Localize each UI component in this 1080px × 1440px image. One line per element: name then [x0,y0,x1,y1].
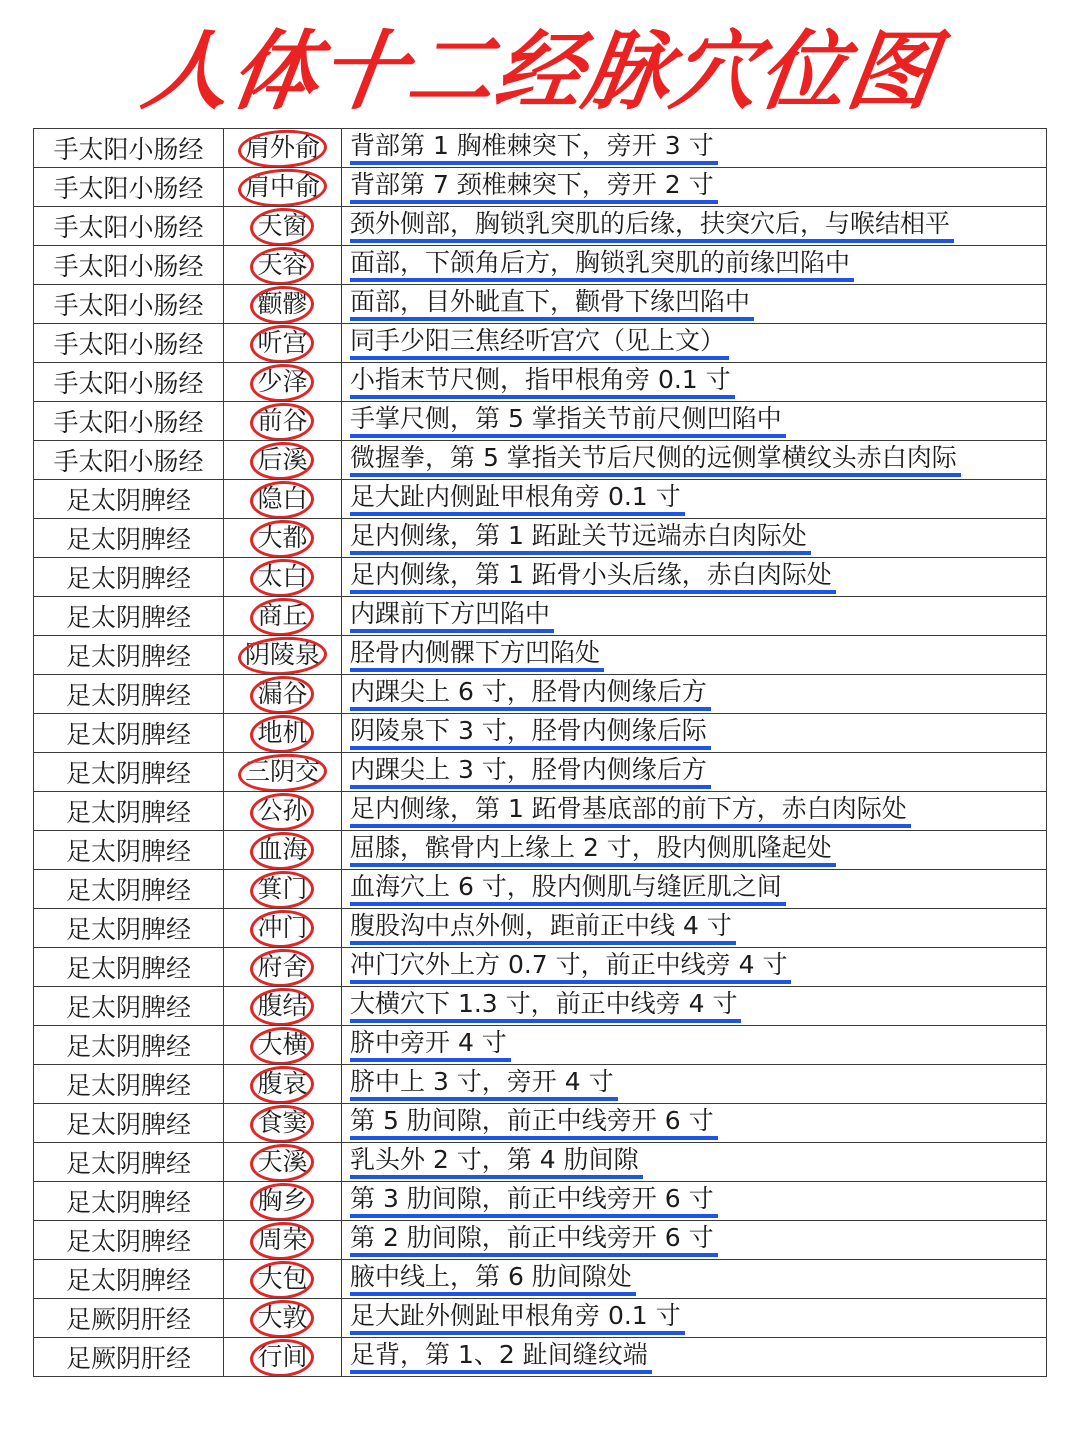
acupoint-cell [224,753,342,792]
location-text: 足内侧缘，第 1 跖骨基底部的前下方，赤白肉际处 [350,794,911,828]
location-cell [342,597,1047,636]
acupoint-cell [224,558,342,597]
table-row [34,129,1047,168]
acupoint-name: 后溪 [257,445,308,474]
location-cell [342,324,1047,363]
meridian-cell [34,324,224,363]
acupoint-name: 府舍 [257,952,308,981]
meridian-name: 足太阴脾经 [65,642,191,671]
acupoint-cell [224,1182,342,1221]
meridian-cell [34,168,224,207]
acupoint-name: 箕门 [257,874,308,903]
meridian-cell [34,129,224,168]
acupoint-cell [224,1221,342,1260]
location-text: 面部，目外眦直下，颧骨下缘凹陷中 [350,287,754,321]
meridian-name: 足太阴脾经 [65,1071,191,1100]
acupoint-cell [224,675,342,714]
location-text: 脐中上 3 寸，旁开 4 寸 [350,1067,618,1101]
acupoint-cell [224,168,342,207]
acupoint-cell [224,987,342,1026]
acupoint-name: 公孙 [257,796,308,825]
location-cell [342,792,1047,831]
acupoint-name: 血海 [257,835,308,864]
table-row [34,402,1047,441]
table-row [34,1221,1047,1260]
location-text: 大横穴下 1.3 寸，前正中线旁 4 寸 [350,989,741,1023]
location-cell [342,519,1047,558]
acupoint-cell [224,1260,342,1299]
meridian-name: 手太阳小肠经 [53,135,204,164]
acupoint-cell [224,285,342,324]
meridian-name: 足太阴脾经 [65,876,191,905]
acupoint-cell [224,480,342,519]
location-text: 足内侧缘，第 1 跖趾关节远端赤白肉际处 [350,521,811,555]
acupoint-name: 少泽 [257,367,308,396]
acupoint-name: 太白 [257,562,308,591]
location-cell [342,909,1047,948]
meridian-name: 足太阴脾经 [65,1227,191,1256]
table-row [34,987,1047,1026]
location-cell [342,1338,1047,1377]
meridian-name: 足厥阴肝经 [65,1305,191,1334]
acupoint-cell [224,363,342,402]
acupoint-name: 周荣 [257,1225,308,1254]
meridian-name: 手太阳小肠经 [53,291,204,320]
table-row [34,636,1047,675]
meridian-cell [34,1065,224,1104]
meridian-cell [34,285,224,324]
meridian-name: 手太阳小肠经 [53,447,204,476]
acupoint-cell [224,246,342,285]
location-text: 第 5 肋间隙，前正中线旁开 6 寸 [350,1106,718,1140]
acupoint-name: 三阴交 [244,757,320,786]
location-text: 第 3 肋间隙，前正中线旁开 6 寸 [350,1184,718,1218]
meridian-cell [34,831,224,870]
meridian-name: 手太阳小肠经 [53,213,204,242]
location-cell [342,402,1047,441]
table-row [34,675,1047,714]
acupoint-cell [224,1338,342,1377]
meridian-name: 足太阴脾经 [65,954,191,983]
table-row [34,1143,1047,1182]
location-text: 内踝尖上 6 寸，胫骨内侧缘后方 [350,677,711,711]
acupoint-cell [224,519,342,558]
meridian-cell [34,675,224,714]
meridian-name: 足太阴脾经 [65,1149,191,1178]
meridian-name: 足太阴脾经 [65,915,191,944]
meridian-cell [34,987,224,1026]
meridian-name: 手太阳小肠经 [53,252,204,281]
location-cell [342,480,1047,519]
location-text: 足背，第 1、2 趾间缝纹端 [350,1340,652,1374]
table-row [34,1065,1047,1104]
meridian-cell [34,558,224,597]
location-cell [342,1065,1047,1104]
location-text: 足大趾内侧趾甲根角旁 0.1 寸 [350,482,685,516]
meridian-cell [34,1299,224,1338]
table-row [34,519,1047,558]
meridian-cell [34,402,224,441]
location-text: 微握拳，第 5 掌指关节后尺侧的远侧掌横纹头赤白肉际 [350,443,961,477]
table-row [34,168,1047,207]
location-text: 冲门穴外上方 0.7 寸，前正中线旁 4 寸 [350,950,791,984]
meridian-name: 足太阴脾经 [65,1032,191,1061]
acupoint-name: 漏谷 [257,679,308,708]
acupoint-cell [224,1299,342,1338]
meridian-cell [34,792,224,831]
table-row [34,792,1047,831]
table-row [34,441,1047,480]
acupoint-name: 前谷 [257,406,308,435]
location-text: 手掌尺侧，第 5 掌指关节前尺侧凹陷中 [350,404,786,438]
location-text: 足内侧缘，第 1 跖骨小头后缘，赤白肉际处 [350,560,836,594]
location-text: 小指末节尺侧，指甲根角旁 0.1 寸 [350,365,735,399]
meridian-cell [34,363,224,402]
acupoint-name: 阴陵泉 [244,640,320,669]
acupoint-name: 颧髎 [257,289,308,318]
location-cell [342,948,1047,987]
meridian-name: 足太阴脾经 [65,1266,191,1295]
location-cell [342,168,1047,207]
meridian-cell [34,1260,224,1299]
location-cell [342,1299,1047,1338]
location-cell [342,246,1047,285]
meridian-cell [34,909,224,948]
table-row [34,246,1047,285]
meridian-cell [34,1182,224,1221]
location-text: 屈膝，髌骨内上缘上 2 寸，股内侧肌隆起处 [350,833,836,867]
acupoint-cell [224,870,342,909]
meridian-cell [34,519,224,558]
table-row [34,597,1047,636]
table-row [34,831,1047,870]
table-row [34,948,1047,987]
acupoint-cell [224,792,342,831]
acupoint-name: 大敦 [257,1303,308,1332]
acupoint-table-body [34,129,1047,1377]
location-text: 内踝前下方凹陷中 [350,599,554,633]
location-cell [342,714,1047,753]
meridian-cell [34,714,224,753]
location-cell [342,870,1047,909]
location-cell [342,129,1047,168]
meridian-cell [34,1338,224,1377]
page-title: 人体十二经脉穴位图 [136,22,944,122]
acupoint-name: 听宫 [257,328,308,357]
meridian-cell [34,480,224,519]
acupoint-name: 大都 [257,523,308,552]
location-cell [342,1143,1047,1182]
location-text: 内踝尖上 3 寸，胫骨内侧缘后方 [350,755,711,789]
location-cell [342,675,1047,714]
location-cell [342,1182,1047,1221]
acupoint-name: 行间 [257,1342,308,1371]
meridian-name: 足太阴脾经 [65,603,191,632]
meridian-name: 手太阳小肠经 [53,174,204,203]
acupoint-cell [224,1065,342,1104]
meridian-name: 手太阳小肠经 [53,369,204,398]
meridian-cell [34,636,224,675]
acupoint-name: 天窗 [257,211,308,240]
acupoint-cell [224,1026,342,1065]
meridian-cell [34,870,224,909]
acupoint-name: 天溪 [257,1147,308,1176]
location-text: 阴陵泉下 3 寸，胫骨内侧缘后际 [350,716,711,750]
location-text: 脐中旁开 4 寸 [350,1028,511,1062]
acupoint-name: 地机 [257,718,308,747]
acupoint-cell [224,948,342,987]
location-text: 腋中线上，第 6 肋间隙处 [350,1262,636,1296]
meridian-cell [34,207,224,246]
meridian-cell [34,948,224,987]
acupoint-cell [224,402,342,441]
location-text: 颈外侧部，胸锁乳突肌的后缘，扶突穴后，与喉结相平 [350,209,954,243]
location-cell [342,831,1047,870]
table-row [34,909,1047,948]
table-row [34,1338,1047,1377]
acupoint-cell [224,129,342,168]
meridian-name: 手太阳小肠经 [53,408,204,437]
location-text: 背部第 1 胸椎棘突下，旁开 3 寸 [350,131,718,165]
acupoint-name: 隐白 [257,484,308,513]
meridian-name: 足太阴脾经 [65,525,191,554]
acupoint-name: 大包 [257,1264,308,1293]
location-cell [342,1221,1047,1260]
acupoint-cell [224,324,342,363]
location-cell [342,1104,1047,1143]
location-text: 足大趾外侧趾甲根角旁 0.1 寸 [350,1301,685,1335]
meridian-cell [34,1026,224,1065]
acupoint-name: 冲门 [257,913,308,942]
table-row [34,870,1047,909]
location-text: 血海穴上 6 寸，股内侧肌与缝匠肌之间 [350,872,786,906]
acupoint-cell [224,831,342,870]
location-text: 背部第 7 颈椎棘突下，旁开 2 寸 [350,170,718,204]
acupoint-table [33,128,1047,1377]
acupoint-cell [224,909,342,948]
table-row [34,714,1047,753]
meridian-name: 足太阴脾经 [65,798,191,827]
acupoint-name: 腹哀 [257,1069,308,1098]
table-row [34,324,1047,363]
meridian-name: 足太阴脾经 [65,993,191,1022]
acupoint-cell [224,207,342,246]
meridian-cell [34,1221,224,1260]
acupoint-name: 大横 [257,1030,308,1059]
meridian-cell [34,441,224,480]
location-text: 胫骨内侧髁下方凹陷处 [350,638,604,672]
table-row [34,1182,1047,1221]
meridian-cell [34,1143,224,1182]
acupoint-cell [224,714,342,753]
meridian-cell [34,753,224,792]
acupoint-name: 天容 [257,250,308,279]
acupoint-name: 肩外俞 [244,133,320,162]
location-cell [342,1026,1047,1065]
acupoint-cell [224,1104,342,1143]
meridian-name: 足太阴脾经 [65,564,191,593]
table-row [34,1260,1047,1299]
meridian-name: 足太阴脾经 [65,759,191,788]
location-cell [342,636,1047,675]
acupoint-name: 腹结 [257,991,308,1020]
location-cell [342,558,1047,597]
meridian-name: 足太阴脾经 [65,486,191,515]
table-row [34,480,1047,519]
table-row [34,207,1047,246]
acupoint-name: 肩中俞 [244,172,320,201]
table-row [34,558,1047,597]
table-row [34,285,1047,324]
location-text: 第 2 肋间隙，前正中线旁开 6 寸 [350,1223,718,1257]
location-cell [342,753,1047,792]
table-row [34,1026,1047,1065]
location-text: 同手少阳三焦经听宫穴（见上文） [350,326,729,360]
meridian-cell [34,1104,224,1143]
meridian-name: 足太阴脾经 [65,720,191,749]
location-cell [342,1260,1047,1299]
meridian-name: 手太阳小肠经 [53,330,204,359]
location-text: 乳头外 2 寸，第 4 肋间隙 [350,1145,643,1179]
location-cell [342,363,1047,402]
acupoint-name: 胸乡 [257,1186,308,1215]
meridian-cell [34,597,224,636]
location-text: 腹股沟中点外侧，距前正中线 4 寸 [350,911,736,945]
table-row [34,1104,1047,1143]
acupoint-cell [224,597,342,636]
acupoint-name: 食窦 [257,1108,308,1137]
meridian-name: 足太阴脾经 [65,1188,191,1217]
table-row [34,363,1047,402]
location-cell [342,285,1047,324]
acupoint-cell [224,441,342,480]
acupoint-cell [224,1143,342,1182]
meridian-name: 足太阴脾经 [65,1110,191,1139]
table-row [34,1299,1047,1338]
location-text: 面部，下颌角后方，胸锁乳突肌的前缘凹陷中 [350,248,854,282]
meridian-name: 足厥阴肝经 [65,1344,191,1373]
table-row [34,753,1047,792]
meridian-name: 足太阴脾经 [65,837,191,866]
acupoint-name: 商丘 [257,601,308,630]
meridian-cell [34,246,224,285]
acupoint-cell [224,636,342,675]
meridian-name: 足太阴脾经 [65,681,191,710]
location-cell [342,207,1047,246]
location-cell [342,987,1047,1026]
location-cell [342,441,1047,480]
